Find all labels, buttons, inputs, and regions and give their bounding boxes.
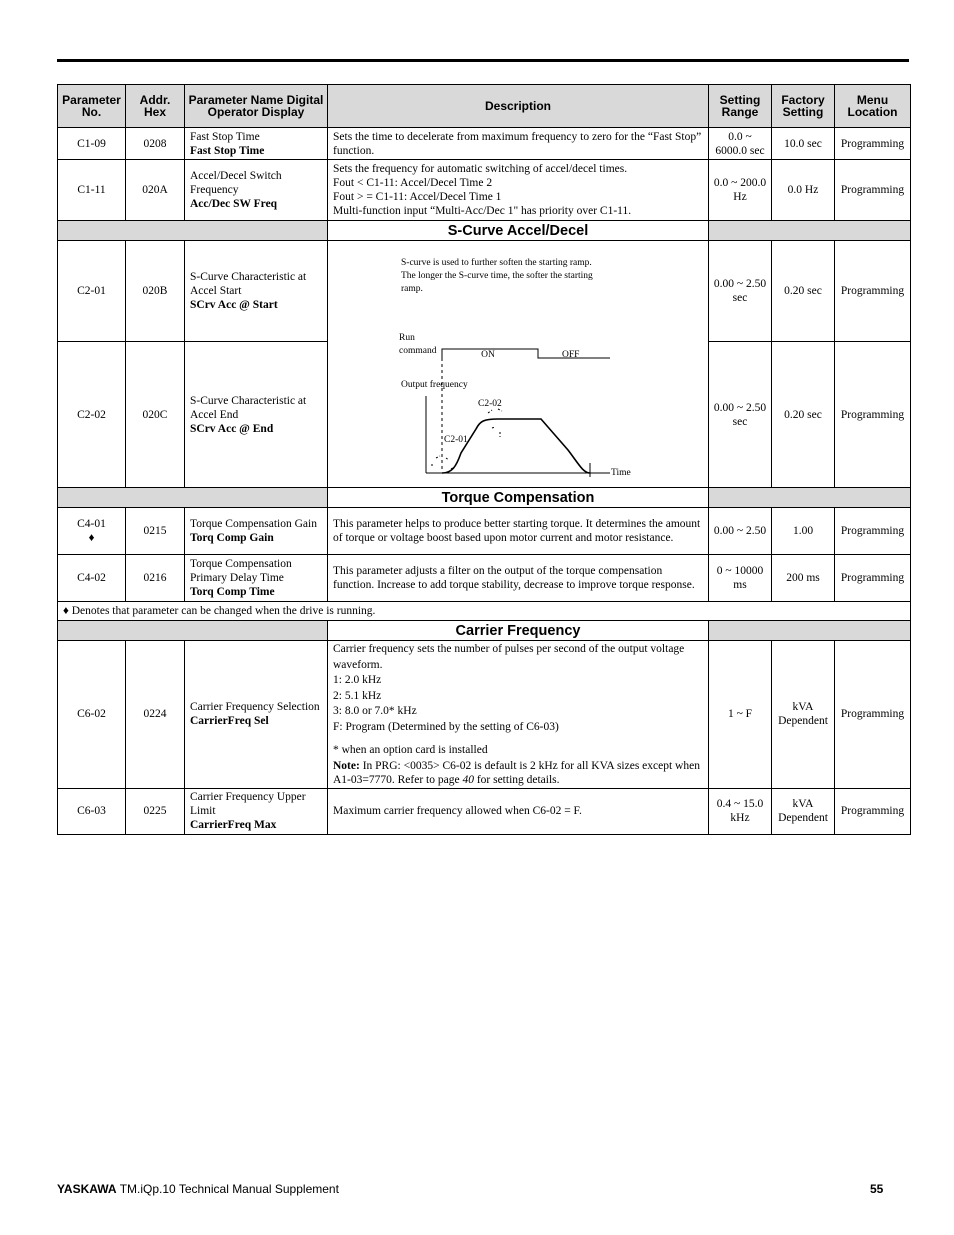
description: [328, 641, 709, 789]
section-fill: [58, 621, 328, 641]
note-text: In PRG: <0035> C6-02 is default is 2 kHz for all KVA sizes except when A1-03=7770. Refer to page: [333, 759, 700, 786]
time-label: Time: [611, 468, 631, 478]
param-name: [185, 128, 328, 160]
factory-setting: 200 ms: [772, 555, 835, 602]
operator-display: SCrv Acc @ Start: [190, 299, 278, 311]
run-label: Run: [399, 333, 415, 343]
section-title: S-Curve Accel/Decel: [328, 221, 709, 241]
setting-range: 1 ~ F: [709, 641, 772, 789]
operator-display: CarrierFreq Sel: [190, 715, 269, 728]
header-setting-range: Setting Range: [709, 85, 772, 128]
table-row: [58, 508, 911, 555]
param-no: C6-03: [58, 788, 126, 834]
c2-02-label: C2-02: [478, 399, 502, 409]
operator-display: Torq Comp Gain: [190, 532, 274, 544]
description-line: Sets the frequency for automatic switching of accel/decel times.: [333, 163, 628, 175]
operator-display: Torq Comp Time: [190, 586, 275, 598]
section-fill: [709, 621, 911, 641]
section-fill: [709, 488, 911, 508]
parameter-table: [57, 84, 911, 835]
operator-display: Acc/Dec SW Freq: [190, 198, 278, 210]
menu-location: Programming: [835, 160, 911, 221]
addr-hex: 020C: [126, 342, 185, 488]
description-line: 2: 5.1 kHz: [333, 689, 382, 702]
diagram-caption-2: The longer the S-curve time, the softer the starting: [401, 271, 593, 281]
header-menu-location: Menu Location: [835, 85, 911, 128]
menu-location: Programming: [835, 641, 911, 789]
header-description: Description: [328, 85, 709, 128]
param-no: C2-01: [58, 241, 126, 342]
page-reference[interactable]: 40: [462, 773, 474, 786]
param-no: C1-11: [58, 160, 126, 221]
note-row: [58, 602, 911, 621]
table-row: [58, 555, 911, 602]
note-label: Note:: [333, 759, 360, 772]
param-name: [185, 342, 328, 488]
factory-setting: 10.0 sec: [772, 128, 835, 160]
s-curve-diagram-cell: [328, 241, 709, 488]
param-name: [185, 160, 328, 221]
addr-hex: 0216: [126, 555, 185, 602]
param-name: [185, 508, 328, 555]
table-row: [58, 641, 911, 789]
setting-range: 0 ~ 10000 ms: [709, 555, 772, 602]
setting-range: 0.4 ~ 15.0 kHz: [709, 788, 772, 834]
setting-range: 0.00 ~ 2.50 sec: [709, 241, 772, 342]
param-no: C1-09: [58, 128, 126, 160]
addr-hex: 0224: [126, 641, 185, 789]
addr-hex: 020A: [126, 160, 185, 221]
output-frequency-label: Output frequency: [401, 380, 468, 390]
table-row: [58, 241, 911, 342]
setting-range: 0.00 ~ 2.50 sec: [709, 342, 772, 488]
table-row: [58, 788, 911, 834]
param-name: [185, 788, 328, 834]
setting-range: 0.0 ~ 6000.0 sec: [709, 128, 772, 160]
menu-location: Programming: [835, 555, 911, 602]
factory-setting: kVA Dependent: [772, 641, 835, 789]
footer-doc-title: TM.iQp.10 Technical Manual Supplement: [116, 1182, 339, 1196]
header-row: [58, 85, 911, 128]
param-name-text: Carrier Frequency Selection: [190, 701, 320, 714]
addr-hex: 020B: [126, 241, 185, 342]
factory-setting: 1.00: [772, 508, 835, 555]
menu-location: Programming: [835, 508, 911, 555]
section-title: Torque Compensation: [328, 488, 709, 508]
footer-document: [57, 1182, 339, 1196]
description: Maximum carrier frequency allowed when C6-02 = F.: [328, 788, 709, 834]
operator-display: SCrv Acc @ End: [190, 422, 274, 435]
param-no-text: C4-01: [77, 518, 106, 530]
section-fill: [709, 221, 911, 241]
description: [328, 160, 709, 221]
param-name-text: Carrier Frequency Upper Limit: [190, 791, 306, 817]
addr-hex: 0225: [126, 788, 185, 834]
c2-01-dash-marks: [432, 456, 454, 469]
param-name-text: Fast Stop Time: [190, 130, 260, 143]
menu-location: Programming: [835, 342, 911, 488]
param-name-text: Accel/Decel Switch Frequency: [190, 170, 282, 196]
setting-range: 0.0 ~ 200.0 Hz: [709, 160, 772, 221]
operator-display: Fast Stop Time: [190, 144, 265, 157]
note-text: for setting details.: [473, 773, 560, 786]
addr-hex: 0215: [126, 508, 185, 555]
param-name: [185, 641, 328, 789]
setting-range: 0.00 ~ 2.50: [709, 508, 772, 555]
param-no: C6-02: [58, 641, 126, 789]
header-param-name: Parameter Name Digital Operator Display: [185, 85, 328, 128]
factory-setting: 0.20 sec: [772, 241, 835, 342]
section-row: [58, 221, 911, 241]
header-param-no: Parameter No.: [58, 85, 126, 128]
top-rule: [57, 59, 909, 62]
section-fill: [58, 221, 328, 241]
off-label: OFF: [562, 350, 580, 360]
menu-location: Programming: [835, 241, 911, 342]
param-name-text: S-Curve Characteristic at Accel End: [190, 394, 307, 421]
param-name-text: Torque Compensation Gain: [190, 518, 317, 530]
param-name: [185, 555, 328, 602]
section-title: Carrier Frequency: [328, 621, 709, 641]
description-line: Multi-function input “Multi-Acc/Dec 1" has priority over C1-11.: [333, 205, 632, 217]
description-line: F: Program (Determined by the setting of C6-03): [333, 720, 559, 733]
description-note: [333, 759, 703, 787]
command-label: command: [399, 346, 437, 356]
description-line: Fout < C1-11: Accel/Decel Time 2: [333, 177, 493, 189]
description: Sets the time to decelerate from maximum frequency to zero for the “Fast Stop” function.: [328, 128, 709, 160]
diagram-caption-3: ramp.: [401, 284, 423, 294]
addr-hex: 0208: [126, 128, 185, 160]
description: This parameter adjusts a filter on the output of the torque compensation function. Increase to add torque stability, decrease to improve torque response.: [328, 555, 709, 602]
description-line: 3: 8.0 or 7.0* kHz: [333, 705, 417, 717]
c2-01-label: C2-01: [444, 435, 468, 445]
param-name: [185, 241, 328, 342]
header-addr-hex: Addr. Hex: [126, 85, 185, 128]
param-no: C4-02: [58, 555, 126, 602]
param-no: C2-02: [58, 342, 126, 488]
section-row: [58, 621, 911, 641]
param-no: [58, 508, 126, 555]
description-line: Carrier frequency sets the number of pulses per second of the output voltage waveform.: [333, 643, 685, 671]
section-fill: [58, 488, 328, 508]
running-change-note: ♦ Denotes that parameter can be changed when the drive is running.: [58, 602, 911, 621]
table-row: [58, 128, 911, 160]
s-curve-diagram: [328, 241, 707, 485]
table-row: [58, 160, 911, 221]
runtime-change-mark: ♦: [88, 532, 95, 544]
page-number: 55: [870, 1182, 884, 1196]
menu-location: Programming: [835, 788, 911, 834]
menu-location: Programming: [835, 128, 911, 160]
on-label: ON: [481, 350, 495, 360]
description-line: Fout > = C1-11: Accel/Decel Time 1: [333, 191, 502, 203]
diagram-caption-1: S-curve is used to further soften the starting ramp.: [401, 258, 592, 268]
factory-setting: 0.0 Hz: [772, 160, 835, 221]
operator-display: CarrierFreq Max: [190, 819, 277, 831]
factory-setting: kVA Dependent: [772, 788, 835, 834]
footer-brand: YASKAWA: [57, 1182, 117, 1196]
factory-setting: 0.20 sec: [772, 342, 835, 488]
param-name-text: Torque Compensation Primary Delay Time: [190, 558, 292, 584]
header-factory-setting: Factory Setting: [772, 85, 835, 128]
output-frequency-curve: [442, 419, 590, 473]
param-name-text: S-Curve Characteristic at Accel Start: [190, 271, 307, 297]
description: This parameter helps to produce better starting torque. It determines the amount of torque or voltage boost based upon motor current and motor resistance.: [328, 508, 709, 555]
description-line: * when an option card is installed: [333, 744, 488, 756]
section-row: [58, 488, 911, 508]
c2-02-dash-marks: [488, 409, 502, 437]
run-command-signal: [442, 349, 610, 358]
description-line: 1: 2.0 kHz: [333, 674, 382, 686]
